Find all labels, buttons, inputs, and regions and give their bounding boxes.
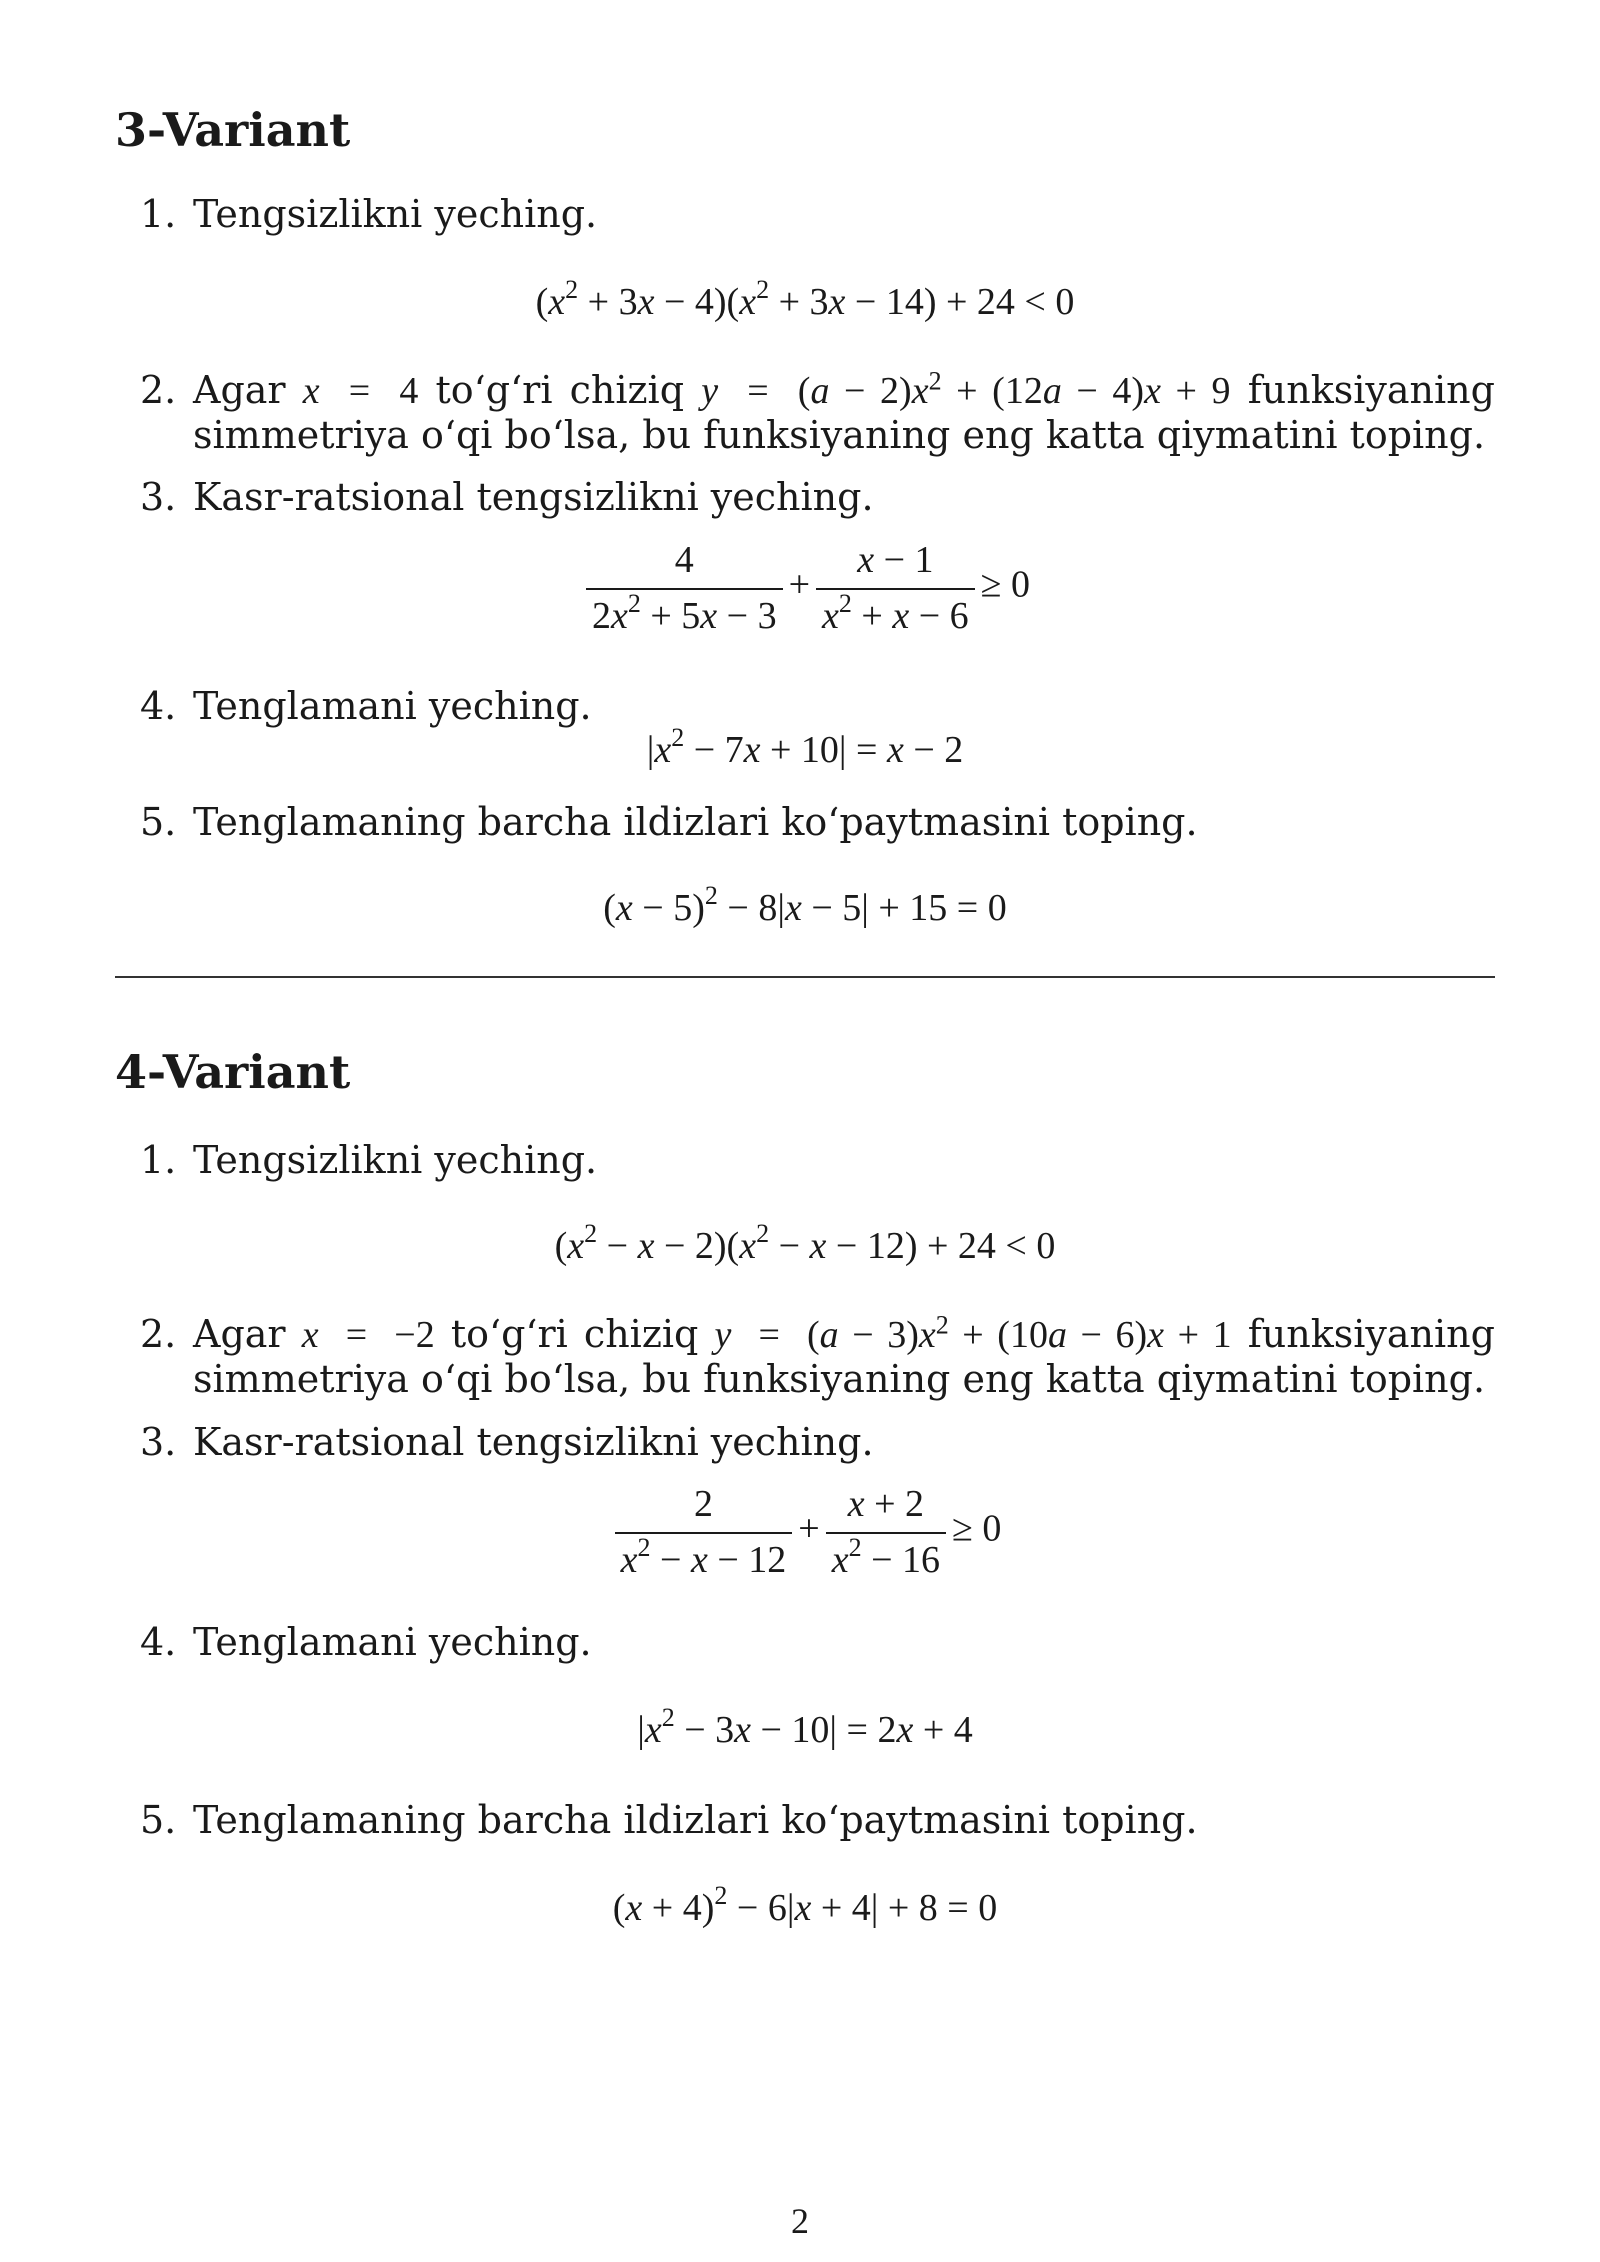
inline-math: $y = (a - 2)x^2 + (12a - 4)x + 9$ (701, 366, 1231, 412)
question-text: Tenglamani yeching. (193, 1620, 592, 1664)
question-text: Tengsizlikni yeching. (193, 192, 598, 236)
question-number: 3. (140, 1420, 177, 1464)
question-number: 5. (140, 1798, 177, 1842)
question-number: 2. (140, 368, 177, 412)
inline-math: $y = (a - 3)x^2 + (10a - 6)x + 1$ (714, 1310, 1232, 1356)
question-number: 2. (140, 1312, 177, 1356)
question-text: Kasr-ratsional tengsizlikni yeching. (193, 475, 874, 519)
question-text: Agar x = 4 to‘g‘ri chiziq $y = (a - 2)x^2 + (12a - 4)x + 9$ funksiyaning (193, 366, 1495, 412)
question-text: Kasr-ratsional tengsizlikni yeching. (193, 1420, 874, 1464)
v3-q1-formula: $(x^2 + 3x - 4)(x^2 + 3x - 14) + 24 < 0$ (535, 275, 1075, 323)
v4-question-4 (115, 1620, 1495, 1664)
question-number: 3. (140, 475, 177, 519)
v4-q5-formula: $(x + 4)^2 - 6|x + 4| + 8 = 0$ (612, 1881, 998, 1929)
v3-question-5 (115, 800, 1495, 844)
fraction: $\frac{x - 1}{x^2 + x - 6}$ (816, 538, 975, 638)
fraction: $\frac{4}{2x^2 + 5x - 3}$ (586, 538, 783, 638)
inline-math: x = 4 (302, 370, 419, 412)
v4-q4-formula: $|x^2 - 3x - 10| = 2x + 4$ (637, 1703, 973, 1751)
v4-q3-formula: $\frac{2}{x^2 - x - 12}$ + $\frac{x + 2}{x^2 - 16}$ ≥ 0 (115, 1482, 1495, 1582)
v4-question-2 (115, 1312, 1495, 1401)
question-number: 1. (140, 1138, 177, 1182)
v3-question-2 (115, 368, 1495, 457)
fraction: $\frac{2}{x^2 - x - 12}$ (615, 1482, 793, 1582)
v3-question-4 (115, 684, 1495, 728)
variant-3-heading: 3-Variant (115, 103, 351, 157)
question-text: Tenglamaning barcha ildizlari ko‘paytmasini toping. (193, 1798, 1198, 1842)
fraction: $\frac{x + 2}{x^2 - 16}$ (826, 1482, 946, 1582)
question-text-line2: simmetriya o‘qi bo‘lsa, bu funksiyaning eng katta qiymatini toping. (193, 413, 1486, 457)
variant-4-section (115, 1042, 1495, 1929)
section-divider (115, 976, 1495, 978)
v3-question-3 (115, 475, 1495, 519)
variant-4-heading: 4-Variant (115, 1045, 351, 1099)
question-text: Tenglamaning barcha ildizlari ko‘paytmasini toping. (193, 800, 1198, 844)
question-text: Tengsizlikni yeching. (193, 1138, 598, 1182)
v3-q5-formula: $(x - 5)^2 - 8|x - 5| + 15 = 0$ (603, 881, 1007, 929)
variant-3-section (115, 100, 1495, 929)
question-text-line2: simmetriya o‘qi bo‘lsa, bu funksiyaning eng katta qiymatini toping. (193, 1357, 1486, 1401)
question-number: 4. (140, 684, 177, 728)
v4-q1-formula: $(x^2 - x - 2)(x^2 - x - 12) + 24 < 0$ (554, 1219, 1056, 1267)
v4-question-3 (115, 1420, 1495, 1464)
inline-math: x = −2 (301, 1314, 435, 1356)
question-number: 1. (140, 192, 177, 236)
question-text: Agar x = −2 to‘g‘ri chiziq $y = (a - 3)x^2 + (10a - 6)x + 1$ funksiyaning (193, 1310, 1495, 1356)
question-number: 5. (140, 800, 177, 844)
v4-question-1 (115, 1138, 1495, 1182)
page-number: 2 (791, 2201, 809, 2241)
v3-q4-formula: $|x^2 - 7x + 10| = x - 2$ (646, 723, 964, 771)
v4-question-5 (115, 1798, 1495, 1842)
question-text: Tenglamani yeching. (193, 684, 592, 728)
v3-q3-formula: $\frac{4}{2x^2 + 5x - 3}$ + $\frac{x - 1}{x^2 + x - 6}$ ≥ 0 (115, 538, 1495, 638)
question-number: 4. (140, 1620, 177, 1664)
v3-question-1 (115, 192, 1495, 236)
